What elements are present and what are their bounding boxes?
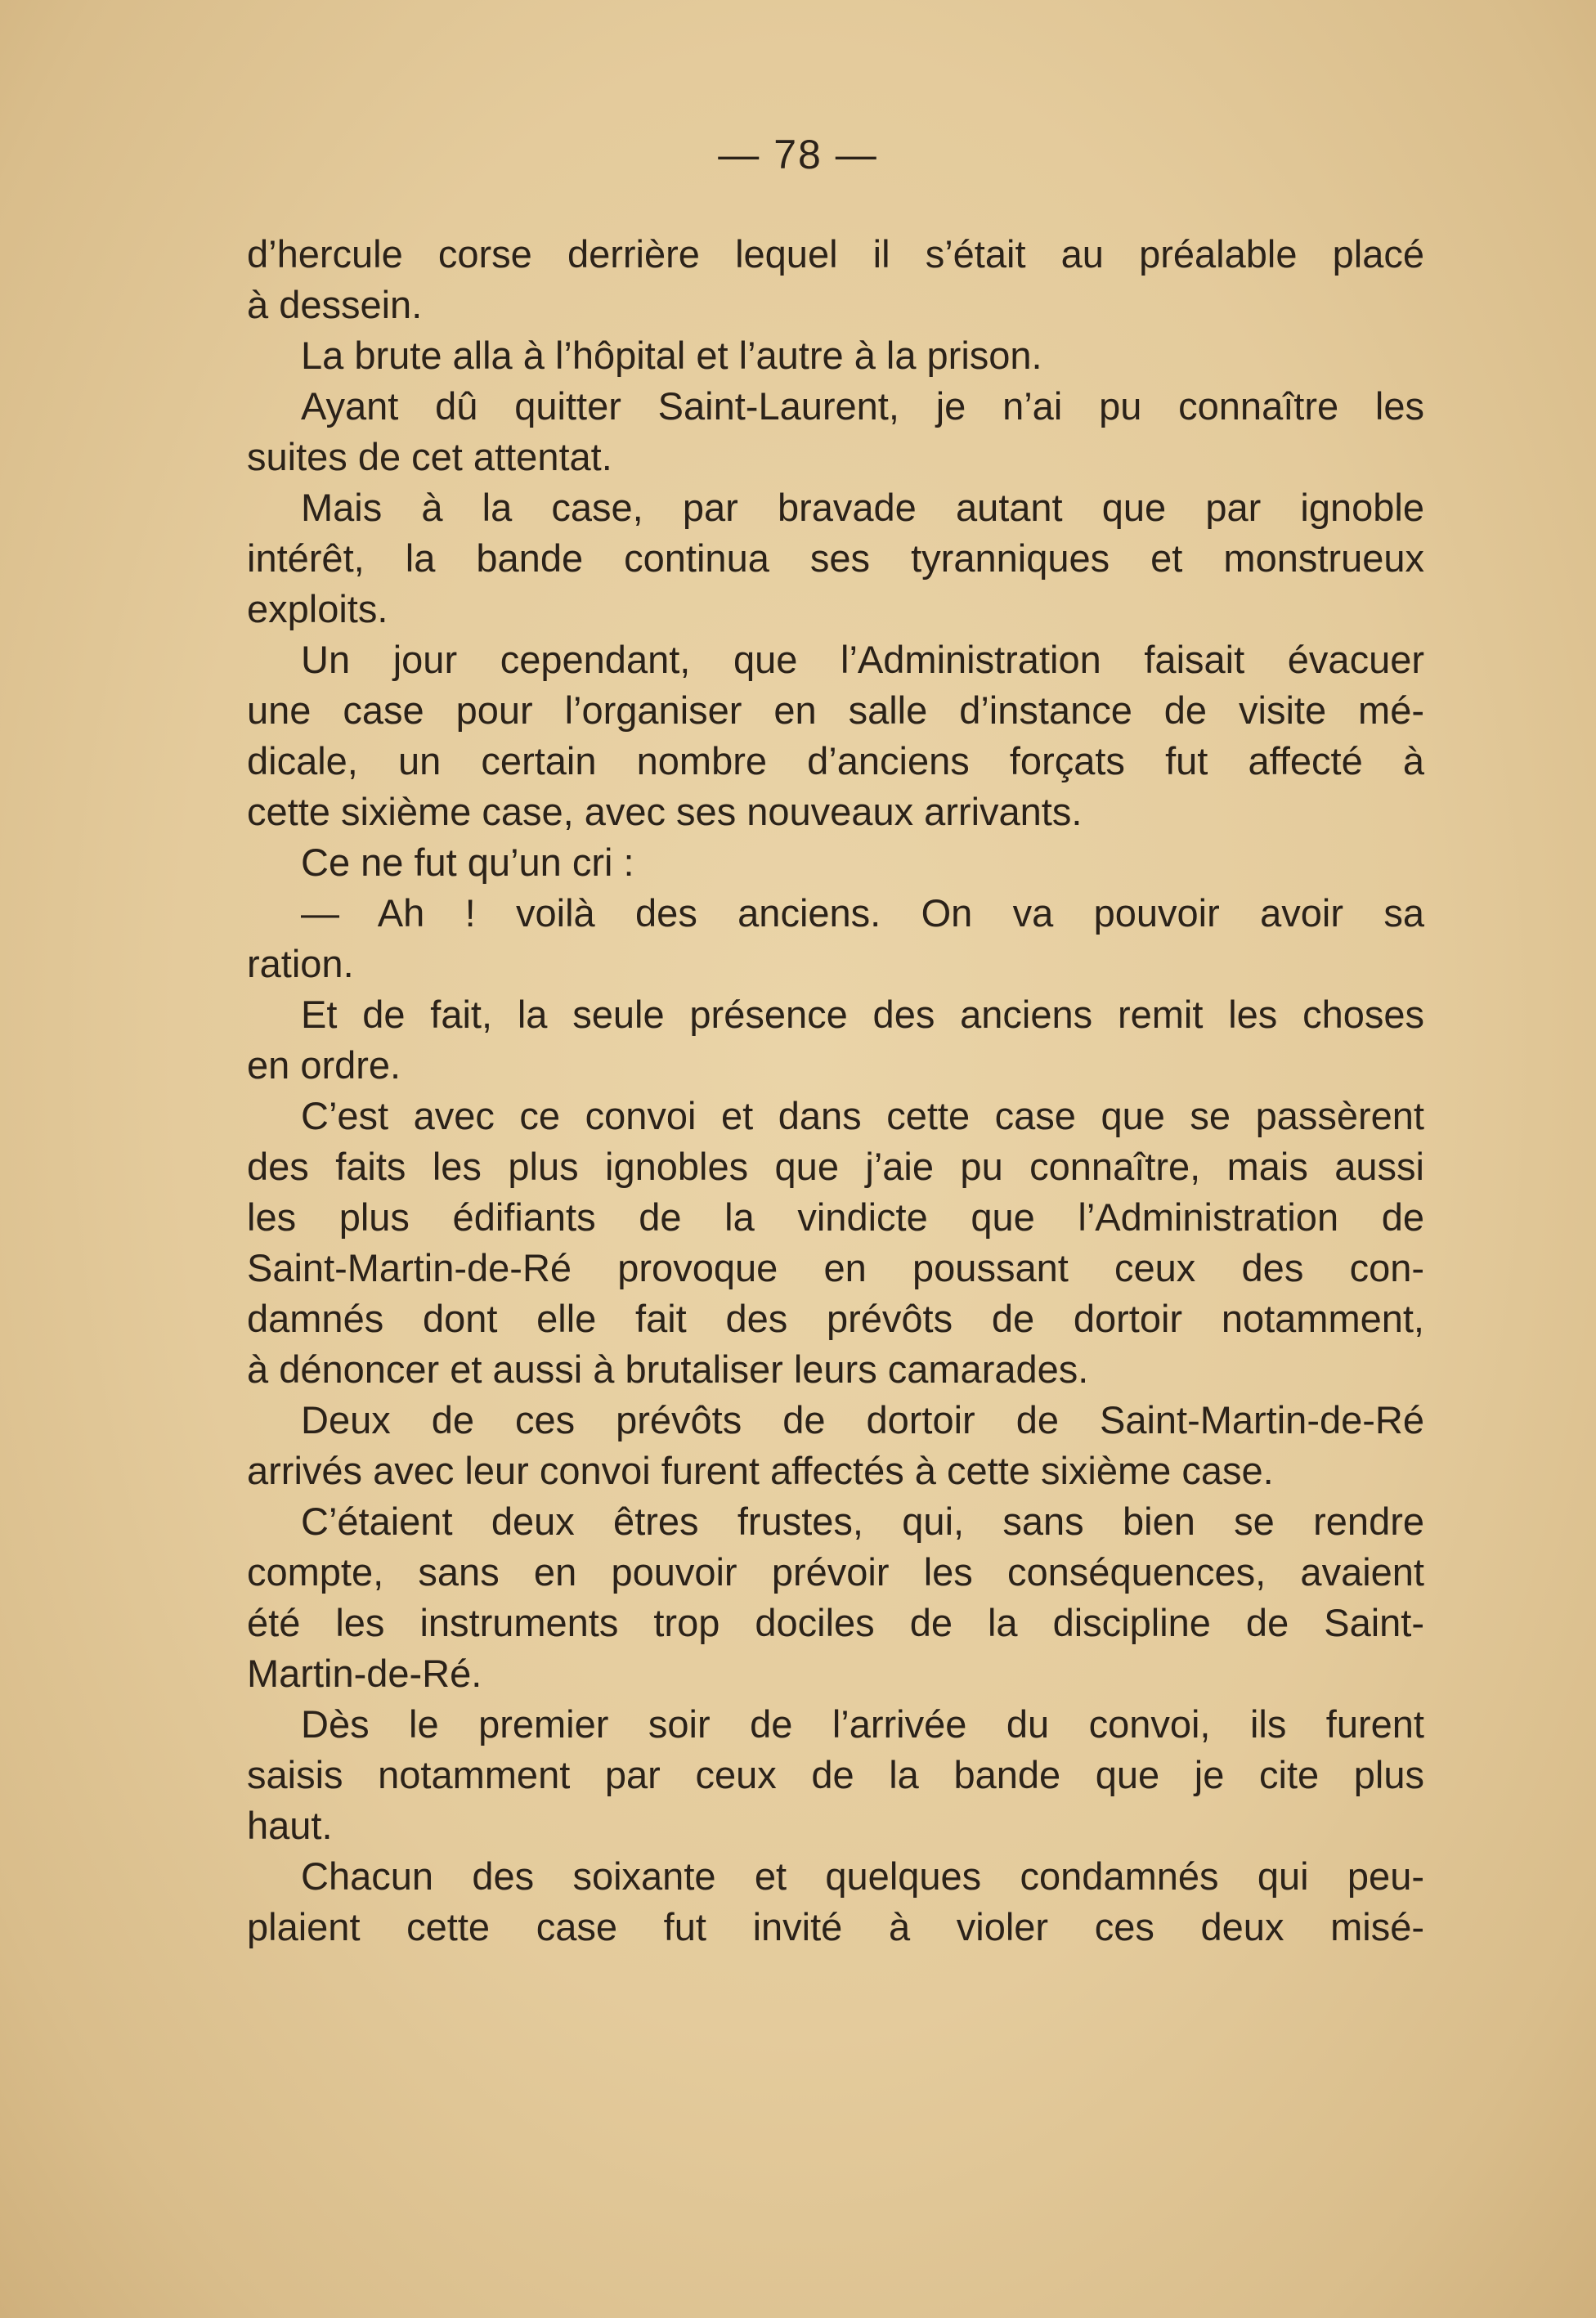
paragraph [247, 888, 1424, 989]
text-line: exploits. [247, 587, 388, 630]
text-line: dicale, un certain nombre d’anciens forçats fut affecté à [247, 739, 1424, 782]
text-line: Martin-de-Ré. [247, 1652, 482, 1695]
paragraph [247, 482, 1424, 634]
text-line: La brute alla à l’hôpital et l’autre à la prison. [301, 334, 1042, 377]
text-line: Ce ne fut qu’un cri : [301, 841, 634, 884]
text-line: les plus édifiants de la vindicte que l’Administration de [247, 1195, 1424, 1239]
text-line: Un jour cependant, que l’Administration faisait évacuer [301, 638, 1424, 681]
text-line: cette sixième case, avec ses nouveaux arrivants. [247, 790, 1083, 833]
text-line: damnés dont elle fait des prévôts de dortoir notamment, [247, 1297, 1424, 1340]
text-line: — Ah ! voilà des anciens. On va pouvoir avoir sa [301, 891, 1424, 935]
text-line: des faits les plus ignobles que j’aie pu connaître, mais aussi [247, 1145, 1424, 1188]
page-number: — 78 — [718, 132, 878, 177]
text-line: Deux de ces prévôts de dortoir de Saint-Martin-de-Ré [301, 1398, 1424, 1441]
text-line: Ayant dû quitter Saint-Laurent, je n’ai pu connaître les [301, 384, 1424, 428]
paragraph [247, 989, 1424, 1091]
paragraph [247, 1091, 1424, 1395]
paragraph [247, 229, 1424, 330]
paragraph [247, 1699, 1424, 1851]
text-line: C’est avec ce convoi et dans cette case que se passèrent [301, 1094, 1424, 1137]
text-line: à dessein. [247, 283, 423, 326]
text-line: Et de fait, la seule présence des anciens remit les choses [301, 993, 1424, 1036]
text-line: Mais à la case, par bravade autant que par ignoble [301, 486, 1424, 529]
text-line: C’étaient deux êtres frustes, qui, sans bien se rendre [301, 1500, 1424, 1543]
paragraph [247, 1395, 1424, 1496]
text-line: intérêt, la bande continua ses tyranniques et monstrueux [247, 536, 1424, 580]
text-line: ration. [247, 942, 354, 985]
text-line: Chacun des soixante et quelques condamnés qui peu- [301, 1854, 1424, 1898]
paragraph [247, 1851, 1424, 1953]
paragraph [247, 330, 1424, 381]
text-line: Saint-Martin-de-Ré provoque en poussant ceux des con- [247, 1246, 1424, 1289]
text-line: été les instruments trop dociles de la discipline de Saint- [247, 1601, 1424, 1644]
body-text [247, 229, 1424, 1953]
paragraph [247, 837, 1424, 888]
text-line: suites de cet attentat. [247, 435, 612, 478]
paragraph [247, 381, 1424, 482]
paragraph [247, 1496, 1424, 1699]
text-line: arrivés avec leur convoi furent affectés à cette sixième case. [247, 1449, 1274, 1492]
text-line: en ordre. [247, 1043, 401, 1087]
paragraph [247, 634, 1424, 837]
text-line: une case pour l’organiser en salle d’instance de visite mé- [247, 688, 1424, 732]
text-line: haut. [247, 1804, 333, 1847]
text-line: d’hercule corse derrière lequel il s’était au préalable placé [247, 232, 1424, 276]
text-line: plaient cette case fut invité à violer ces deux misé- [247, 1905, 1424, 1948]
text-line: Dès le premier soir de l’arrivée du convoi, ils furent [301, 1702, 1424, 1746]
text-line: à dénoncer et aussi à brutaliser leurs camarades. [247, 1347, 1089, 1391]
text-line: saisis notamment par ceux de la bande que je cite plus [247, 1753, 1424, 1796]
text-line: compte, sans en pouvoir prévoir les conséquences, avaient [247, 1550, 1424, 1594]
